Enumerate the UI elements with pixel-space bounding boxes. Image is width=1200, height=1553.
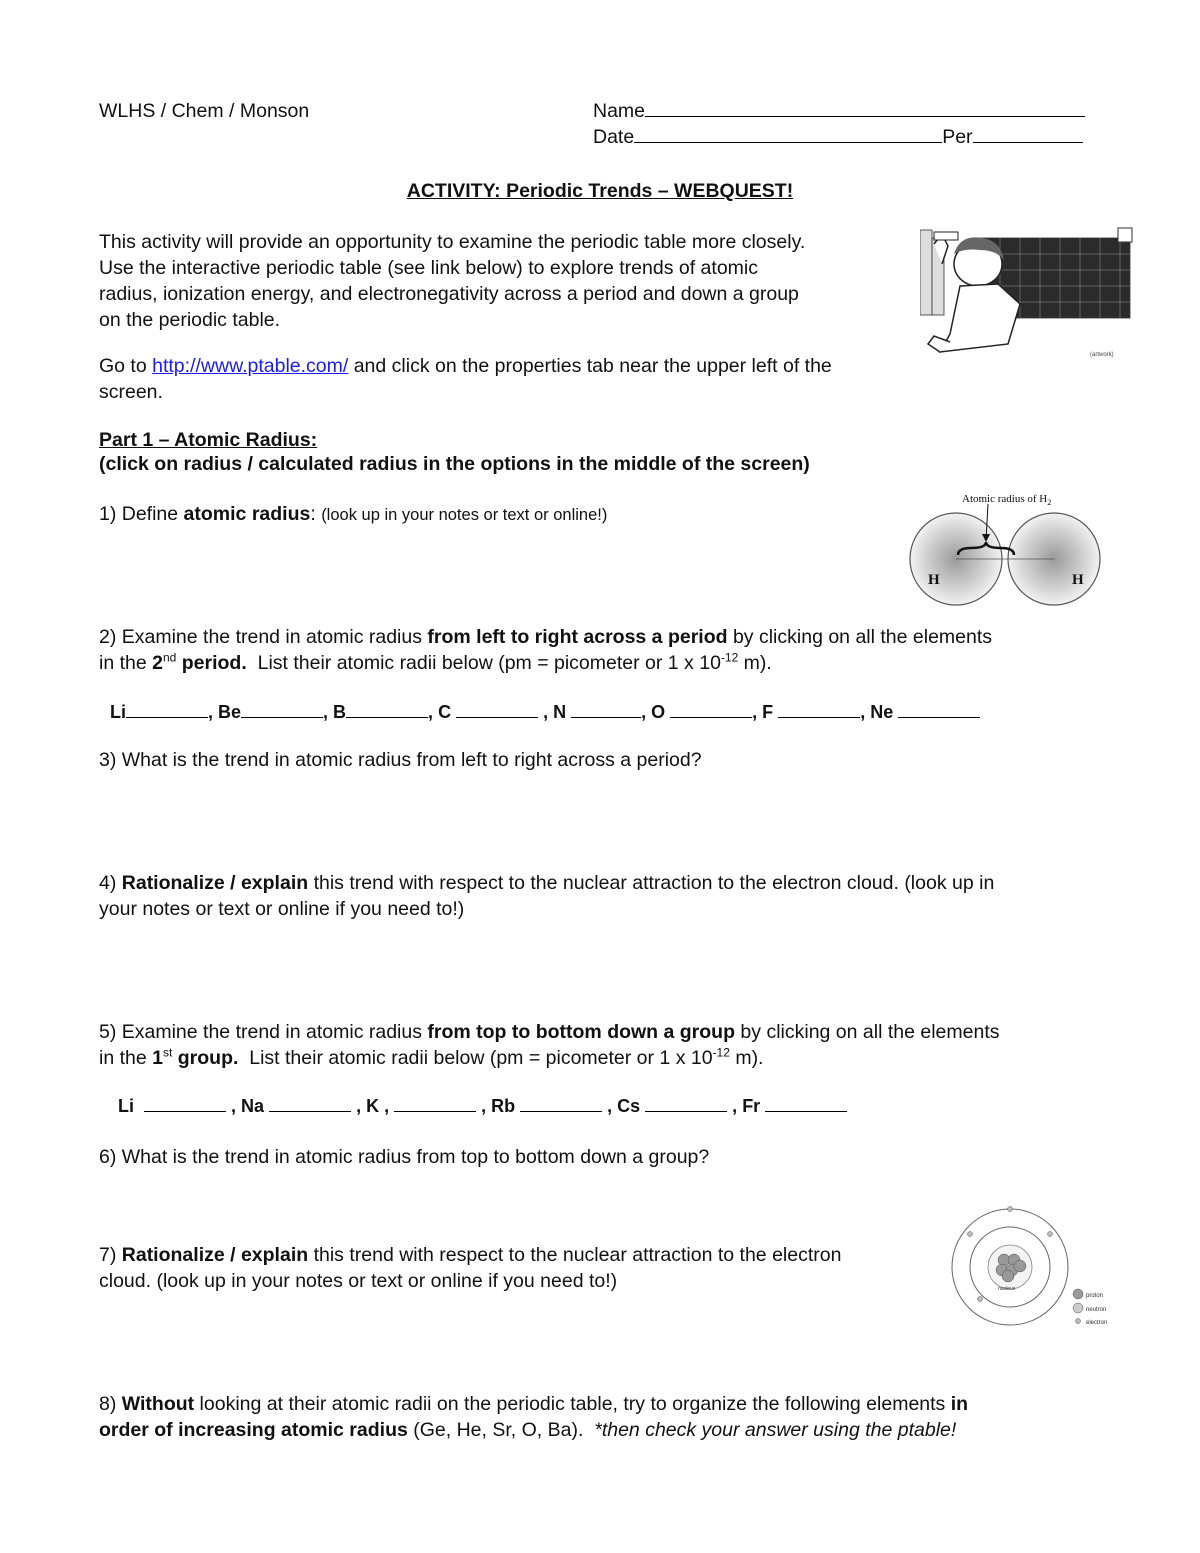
ne-blank[interactable] xyxy=(898,703,980,718)
li-group-blank[interactable] xyxy=(144,1097,226,1112)
question-5: 5) Examine the trend in atomic radius from top to bottom down a group by clicking on all the elements in the 1st group. List their atomic radii below (pm = picometer or 1 x $10^{-12}$ m). xyxy=(99,1021,1000,1069)
group1-answer-row: Li , Na , K , , Rb , Cs , Fr xyxy=(118,1096,847,1117)
f-blank[interactable] xyxy=(778,703,860,718)
fr-blank[interactable] xyxy=(765,1097,847,1112)
cs-blank[interactable] xyxy=(645,1097,727,1112)
o-blank[interactable] xyxy=(670,703,752,718)
be-blank[interactable] xyxy=(241,703,323,718)
scientist-periodic-table-illustration xyxy=(920,224,1145,364)
c-blank[interactable] xyxy=(456,703,538,718)
part1-heading: Part 1 – Atomic Radius: xyxy=(99,429,318,451)
name-label: Name xyxy=(593,100,646,122)
svg-text:(artwork): (artwork) xyxy=(1090,352,1114,358)
date-label: Date xyxy=(593,126,635,148)
per-label: Per xyxy=(942,126,973,148)
b-blank[interactable] xyxy=(346,703,428,718)
rb-blank[interactable] xyxy=(520,1097,602,1112)
question-2: 2) Examine the trend in atomic radius from left to right across a period by clicking on all the elements in the 2nd period. List their atomic radii below (pm = picometer or 1 x $10^{-12}$ m). xyxy=(99,626,993,674)
legend-proton: proton xyxy=(1086,1293,1104,1299)
atom-model-diagram xyxy=(950,1204,1120,1340)
n-blank[interactable] xyxy=(571,703,641,718)
question-7: 7) Rationalize / explain this trend with respect to the nuclear attraction to the electron cloud. (look up in your notes or text or online if you need to!) xyxy=(99,1244,842,1292)
name-field[interactable] xyxy=(593,100,1085,123)
goto-paragraph: Go to http://www.ptable.com/ and click on the properties tab near the upper left of the screen. xyxy=(99,355,832,403)
question-1: 1) Define atomic radius: (look up in your notes or text or online!) xyxy=(99,503,608,525)
h2-caption: Atomic radius of $H_2$ xyxy=(962,493,1052,507)
h2-atomic-radius-diagram xyxy=(906,488,1106,613)
page-title: ACTIVITY: Periodic Trends – WEBQUEST! xyxy=(406,180,794,202)
na-blank[interactable] xyxy=(269,1097,351,1112)
ptable-link[interactable]: http://www.ptable.com/ xyxy=(152,355,349,377)
legend-electron: electron xyxy=(1086,1320,1108,1326)
period2-answer-row: Li , Be , B , C , N , O , F , Ne xyxy=(110,702,980,723)
question-8: 8) Without looking at their atomic radii on the periodic table, try to organize the following elements in order of increasing atomic radius (Ge, He, Sr, O, Ba). *then check your answer using the ptable! xyxy=(99,1393,969,1441)
legend-neutron: neutron xyxy=(1086,1307,1107,1313)
date-per-field[interactable] xyxy=(593,126,1083,149)
part1-subheading: (click on radius / calculated radius in the options in the middle of the screen) xyxy=(99,453,810,475)
course-label: WLHS / Chem / Monson xyxy=(99,100,310,122)
nucleus-label: nucleus xyxy=(998,1286,1016,1292)
intro-paragraph: This activity will provide an opportunity to examine the periodic table more closely. Use the interactive periodic table (see link below) to explore trends of atomic radius, ionization energy, and electronegativity across a period and down a group on the periodic table. xyxy=(99,231,806,331)
k-blank[interactable] xyxy=(394,1097,476,1112)
h-label-right: H xyxy=(1072,572,1084,588)
li-blank[interactable] xyxy=(126,703,208,718)
question-3: 3) What is the trend in atomic radius from left to right across a period? xyxy=(99,749,702,771)
question-6: 6) What is the trend in atomic radius from top to bottom down a group? xyxy=(99,1146,710,1168)
question-4: 4) Rationalize / explain this trend with respect to the nuclear attraction to the electron cloud. (look up in your notes or text or online if you need to!) xyxy=(99,872,995,920)
h-label-left: H xyxy=(928,572,940,588)
